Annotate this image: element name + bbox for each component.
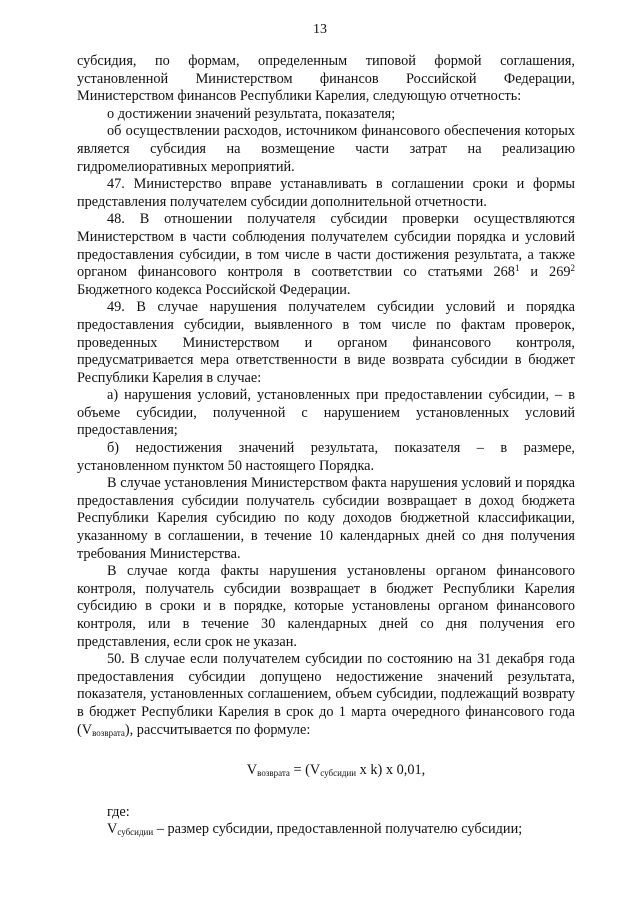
paragraph-49: 49. В случае нарушения получателем субсидии условий и порядка предоставления субсидии, выявленного в том числе по фактам проверок, проведенных Министерством и органом финансового контроля, предусматривается мера ответственности в виде возврата субсидии в бюджет Республики Карелия в случае:: [77, 299, 575, 386]
paragraph-50-text: 50. В случае если получателем субсидии по состоянию на 31 декабря года предоставления субсидии допущено недостижение значений результата, показателя, установленных соглашением, объем субсидии, подлежащий возврату в бюджет Республики Карелия в срок до 1 марта очередного финансового года (V: [77, 651, 575, 738]
where-definition-text: – размер субсидии, предоставленной получателю субсидии;: [153, 821, 523, 838]
paragraph-48-end: Бюджетного кодекса Российской Федерации.: [77, 281, 351, 298]
paragraph-49b: б) недостижения значений результата, показателя – в размере, установленном пунктом 50 настоящего Порядка.: [77, 440, 575, 474]
paragraph-result-achievement: о достижении значений результата, показателя;: [107, 105, 396, 122]
return-formula: [77, 762, 575, 780]
where-sub: субсидии: [117, 827, 154, 838]
paragraph-ministry-violation: В случае установления Министерством факта нарушения условий и порядка предоставления субсидии получатель субсидии возвращает в доход бюджета Республики Карелия субсидию по коду доходов бюджетной классификации, указанному в соглашении, в течение 10 календарных дней со дня получения требования Министерства.: [77, 475, 575, 562]
footnote-2: 2: [570, 263, 576, 274]
where-v: V: [107, 821, 118, 838]
subscript-return: возврата: [92, 727, 125, 738]
paragraph-48-text: 48. В отношении получателя субсидии проверки осуществляются Министерством в части соблюдения получателем субсидии порядка и условий предоставления субсидии, в том числе в части достижения результата, а также органом финансового контроля в соответствии со статьями 268: [77, 211, 575, 281]
paragraph-expenses: об осуществлении расходов, источником финансового обеспечения которых является субсидия на возмещение части затрат на реализацию гидромелиоративных мероприятий.: [77, 123, 575, 175]
where-label: где:: [107, 803, 130, 820]
formula-sub-return: возврата: [257, 768, 290, 779]
paragraph-48: [77, 211, 575, 299]
where-definition: [77, 821, 575, 839]
paragraph-49a: а) нарушения условий, установленных при предоставлении субсидии, – в объеме субсидии, полученной с нарушением установленных условий предоставления;: [77, 387, 575, 439]
paragraph-47: 47. Министерство вправе устанавливать в соглашении сроки и формы представления получателем субсидии дополнительной отчетности.: [77, 176, 575, 210]
document-body: [77, 53, 575, 839]
paragraph-50-end: ), рассчитывается по формуле:: [124, 721, 311, 738]
paragraph-50: [77, 651, 575, 739]
footnote-1: 1: [514, 263, 520, 274]
paragraph-control-violation: В случае когда факты нарушения установлены органом финансового контроля, получатель субсидии возвращает в бюджет Республики Карелия субсидию в сроки и в порядке, которые установлены органом финансового контроля, или в течение 30 календарных дней со дня получения его представления, если срок не указан.: [77, 563, 575, 650]
paragraph-reporting-forms: субсидия, по формам, определенным типовой формой соглашения, установленной Министерством финансов Российской Федерации, Министерством финансов Республики Карелия, следующую отчетность:: [77, 53, 575, 105]
page-number: 13: [313, 22, 327, 37]
formula-v: V: [246, 762, 258, 779]
formula-sub-subsidy: субсидии: [320, 768, 357, 779]
formula-eq: = (V: [289, 762, 321, 779]
formula-rest: x k) x 0,01,: [356, 762, 426, 779]
paragraph-48-mid: и 269: [519, 264, 571, 281]
